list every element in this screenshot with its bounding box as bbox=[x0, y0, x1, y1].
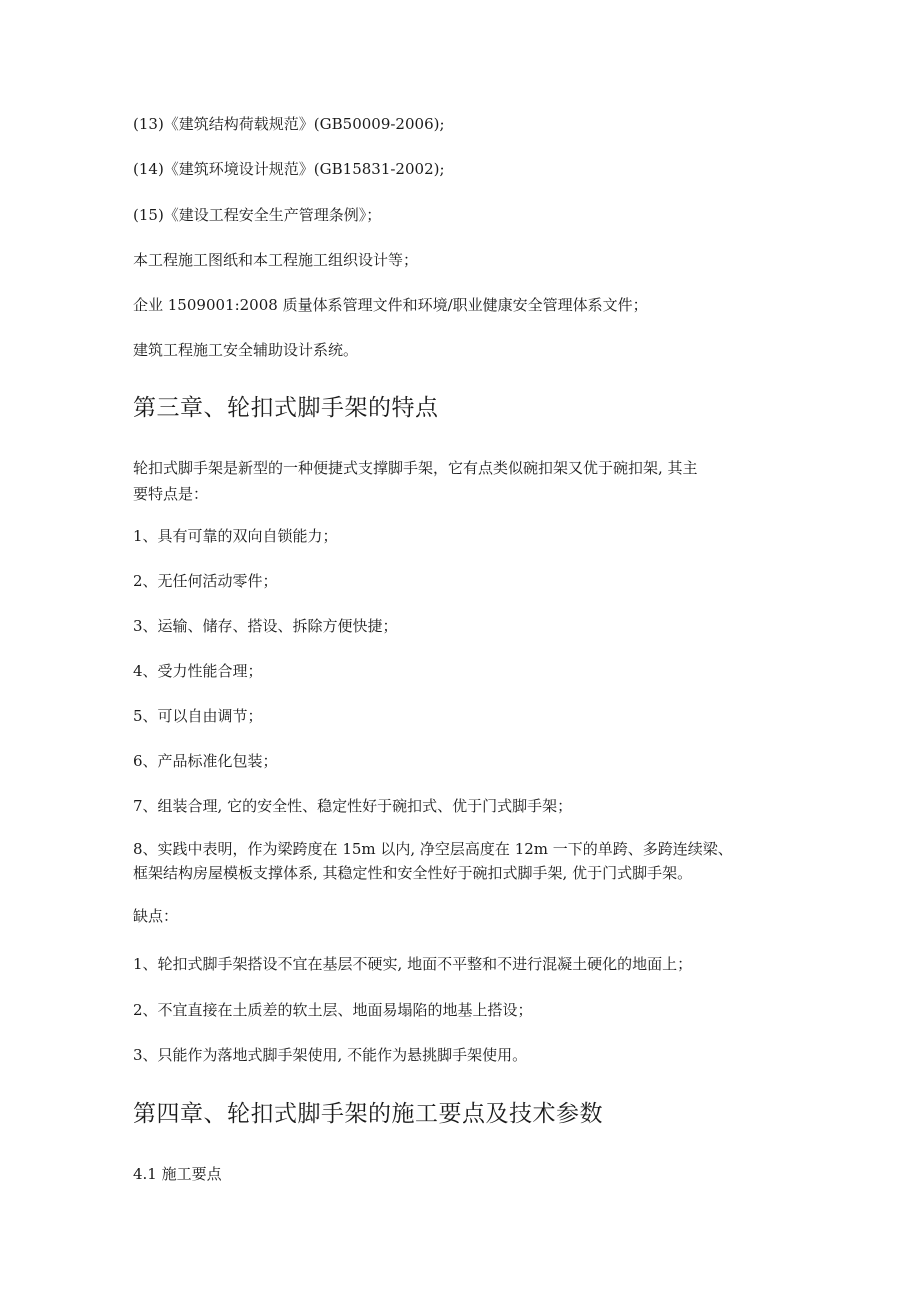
feature-item: 3、运输、储存、搭设、拆除方便快捷； bbox=[133, 617, 398, 635]
section-heading: 4.1 施工要点 bbox=[133, 1165, 222, 1183]
disadvantage-item: 1、轮扣式脚手架搭设不宜在基层不硬实, 地面不平整和不进行混凝土硬化的地面上； bbox=[133, 955, 693, 973]
feature-item: 2、无任何活动零件； bbox=[133, 572, 278, 590]
feature-item: 7、组装合理, 它的安全性、稳定性好于碗扣式、优于门式脚手架； bbox=[133, 797, 573, 815]
feature-item: 5、可以自由调节； bbox=[133, 707, 263, 725]
reference-item: (14)《建筑环境设计规范》(GB15831-2002); bbox=[133, 160, 445, 178]
chapter-3-heading: 第三章、轮扣式脚手架的特点 bbox=[133, 395, 439, 421]
feature-item: 框架结构房屋模板支撑体系, 其稳定性和安全性好于碗扣式脚手架, 优于门式脚手架。 bbox=[133, 864, 693, 882]
reference-item: 建筑工程施工安全辅助设计系统。 bbox=[133, 341, 359, 359]
chapter-4-heading: 第四章、轮扣式脚手架的施工要点及技术参数 bbox=[133, 1101, 603, 1127]
reference-item: (15)《建设工程安全生产管理条例》； bbox=[133, 206, 382, 224]
feature-item: 6、产品标准化包装； bbox=[133, 752, 278, 770]
disadvantages-label: 缺点： bbox=[133, 907, 179, 925]
feature-item: 8、实践中表明，作为梁跨度在 15m 以内, 净空层高度在 12m 一下的单跨、多跨连续梁、 bbox=[133, 840, 733, 858]
paragraph-line: 要特点是： bbox=[133, 485, 209, 503]
reference-item: (13)《建筑结构荷载规范》(GB50009-2006); bbox=[133, 115, 445, 133]
reference-item: 企业 1509001:2008 质量体系管理文件和环境/职业健康安全管理体系文件； bbox=[133, 296, 648, 314]
disadvantage-item: 3、只能作为落地式脚手架使用, 不能作为悬挑脚手架使用。 bbox=[133, 1046, 528, 1064]
feature-item: 1、具有可靠的双向自锁能力； bbox=[133, 527, 338, 545]
disadvantage-item: 2、不宜直接在土质差的软土层、地面易塌陷的地基上搭设； bbox=[133, 1001, 533, 1019]
reference-item: 本工程施工图纸和本工程施工组织设计等； bbox=[133, 251, 419, 269]
feature-item: 4、受力性能合理； bbox=[133, 662, 263, 680]
paragraph-line: 轮扣式脚手架是新型的一种便捷式支撑脚手架，它有点类似碗扣架又优于碗扣架, 其主 bbox=[133, 459, 698, 477]
